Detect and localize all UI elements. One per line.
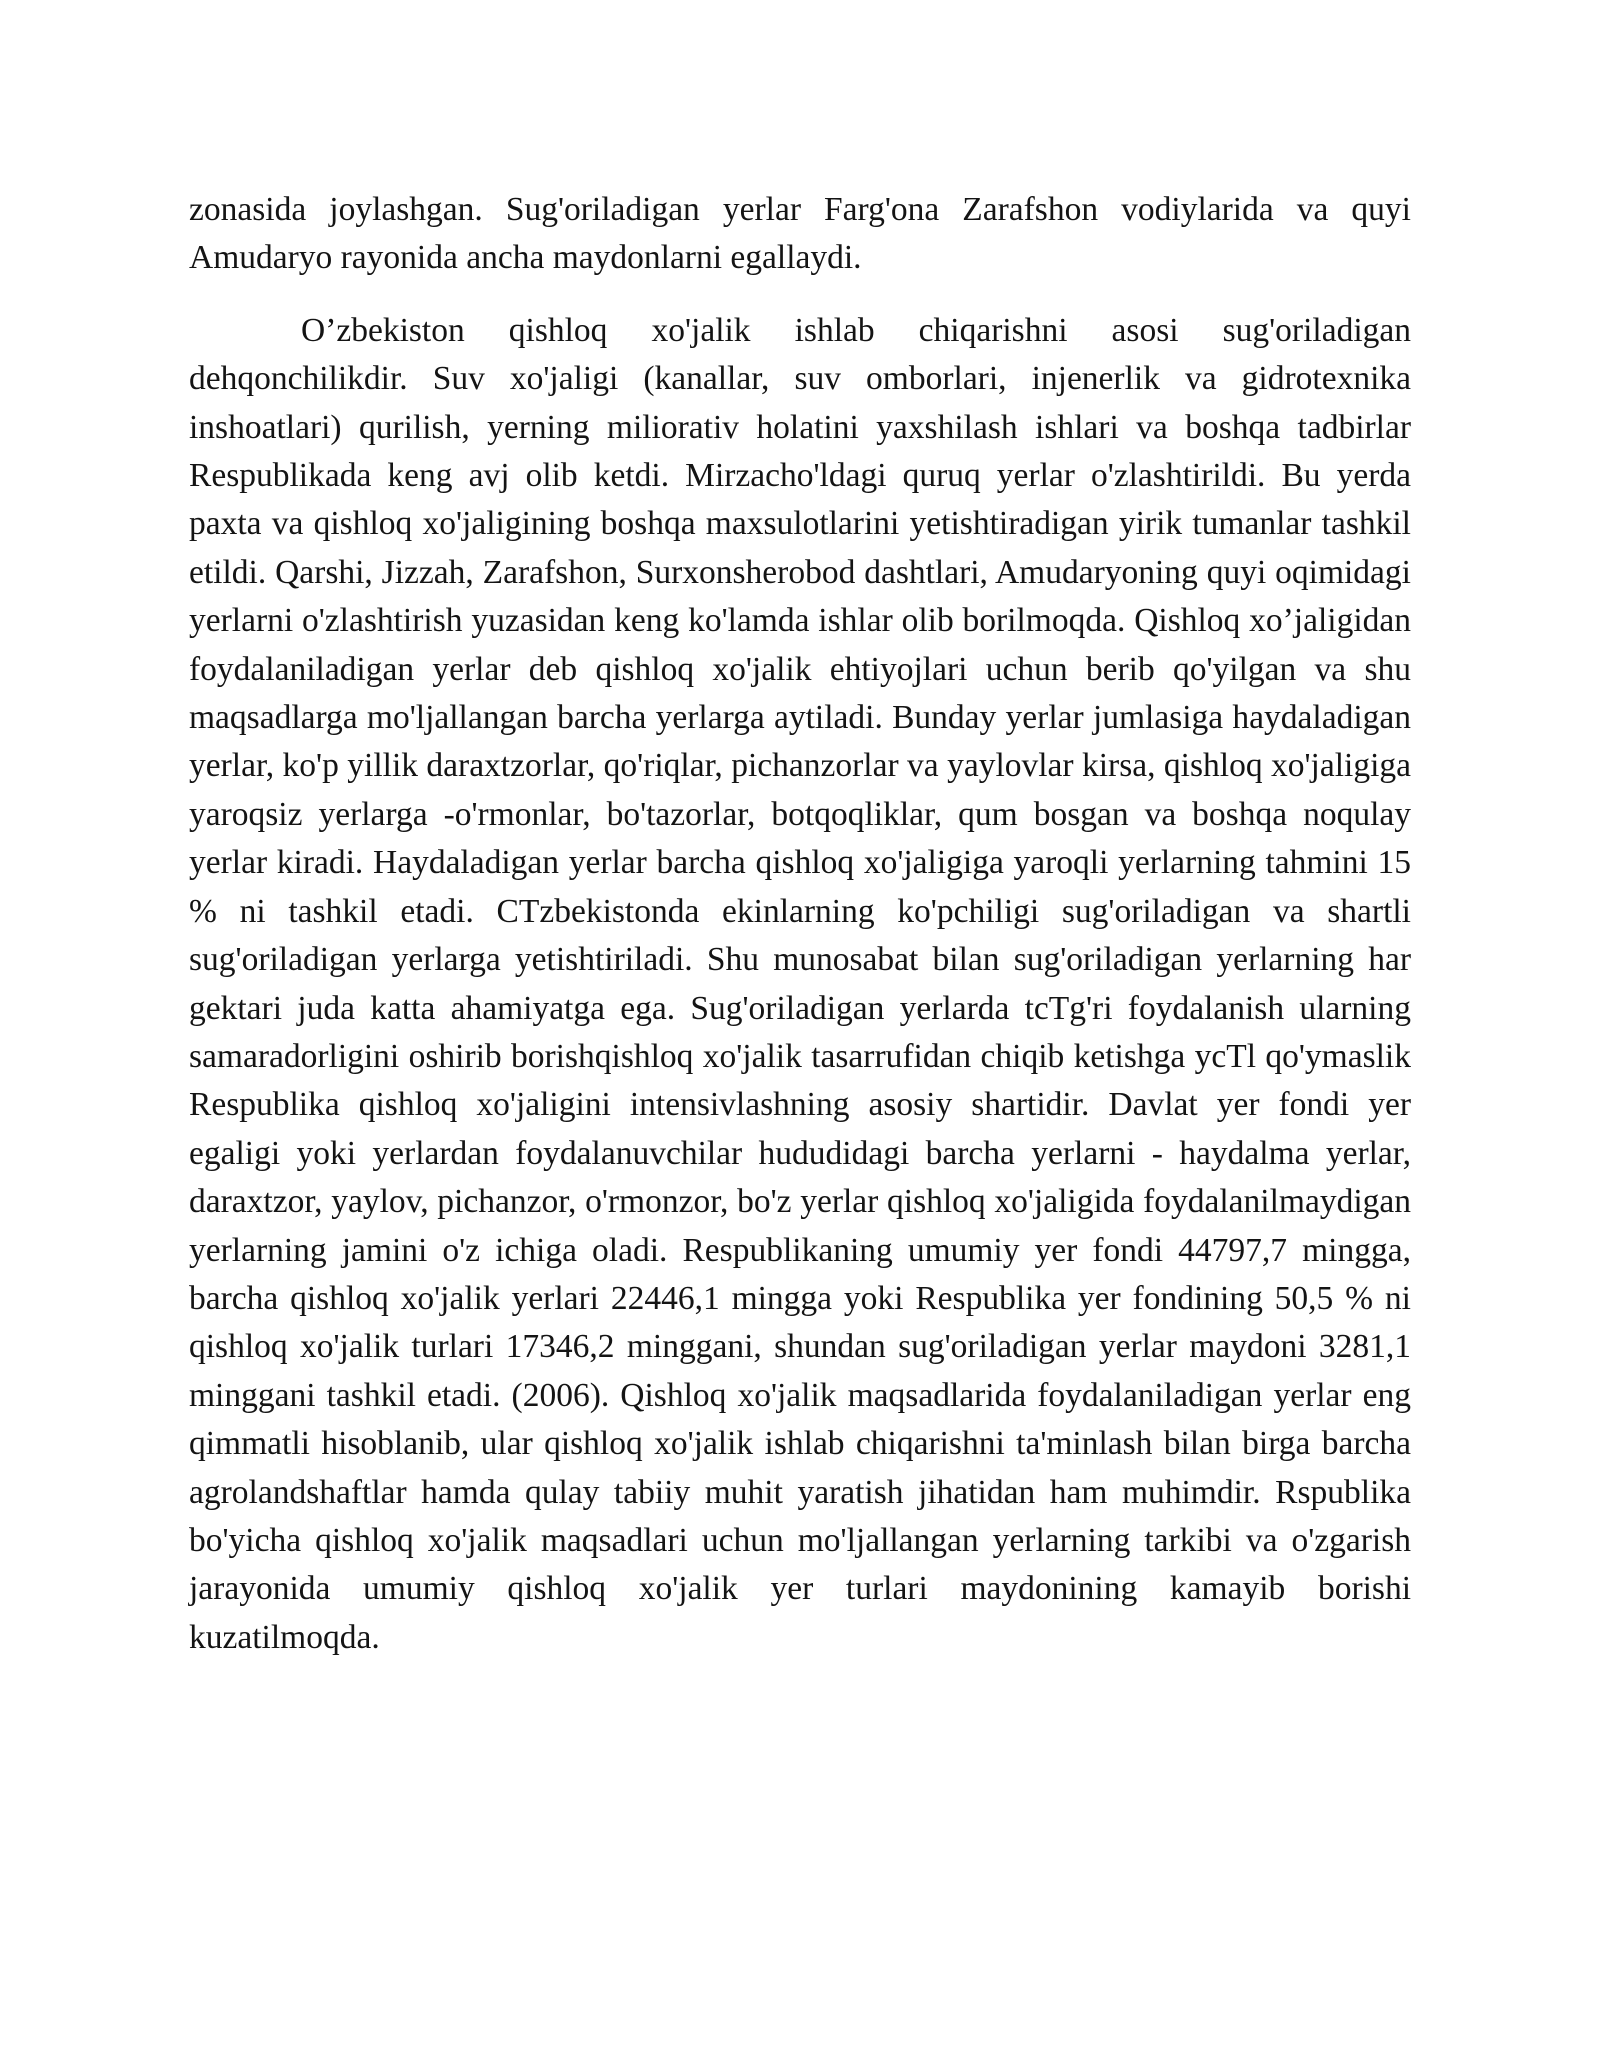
paragraph-continuation: zonasida joylashgan. Sug'oriladigan yerlar Farg'ona Zarafshon vodiylarida va quyi Amudaryo rayonida ancha maydonlarni egallaydi.	[189, 191, 1411, 277]
document-page	[189, 186, 1411, 1662]
paragraph-main: O’zbekiston qishloq xo'jalik ishlab chiqarishni asosi sug'oriladigan dehqonchilikdir. Suv xo'jaligi (kanallar, suv omborlari, injenerlik va gidrotexnika inshoatlari) qurilish, yerning miliorativ holatini yaxshilash ishlari va boshqa tadbirlar Respublikada keng avj olib ketdi. Mirzacho'ldagi quruq yerlar o'zlashtirildi. Bu yerda paxta va qishloq xo'jaligining boshqa maxsulotlarini yetishtiradigan yirik tumanlar tashkil etildi. Qarshi, Jizzah, Zarafshon, Surxonsherobod dashtlari, Amudaryoning quyi oqimidagi yerlarni o'zlashtirish yuzasidan keng ko'lamda ishlar olib borilmoqda. Qishloq xo’jaligidan foydalaniladigan yerlar deb qishloq xo'jalik ehtiyojlari uchun berib qo'yilgan va shu maqsadlarga mo'ljallangan barcha yerlarga aytiladi. Bunday yerlar jumlasiga haydaladigan yerlar, ko'p yillik daraxtzorlar, qo'riqlar, pichanzorlar va yaylovlar kirsa, qishloq xo'jaligiga yaroqsiz yerlarga -o'rmonlar, bo'tazorlar, botqoqliklar, qum bosgan va boshqa noqulay yerlar kiradi. Haydaladigan yerlar barcha qishloq xo'jaligiga yaroqli yerlarning tahmini 15 % ni tashkil etadi. CTzbekistonda ekinlarning ko'pchiligi sug'oriladigan va shartli sug'oriladigan yerlarga yetishtiriladi. Shu munosabat bilan sug'oriladigan yerlarning har gektari juda katta ahamiyatga ega. Sug'oriladigan yerlarda tcTg'ri foydalanish ularning samaradorligini oshirib borishqishloq xo'jalik tasarrufidan chiqib ketishga ycTl qo'ymaslik Respublika qishloq xo'jaligini intensivlashning asosiy shartidir. Davlat yer fondi yer egaligi yoki yerlardan foydalanuvchilar hududidagi barcha yerlarni - haydalma yerlar, daraxtzor, yaylov, pichanzor, o'rmonzor, bo'z yerlar qishloq xo'jaligida foydalanilmaydigan yerlarning jamini o'z ichiga oladi. Respublikaning umumiy yer fondi 44797,7 mingga, barcha qishloq xo'jalik yerlari 22446,1 mingga yoki Respublika yer fondining 50,5 % ni qishloq xo'jalik turlari 17346,2 minggani, shundan sug'oriladigan yerlar maydoni 3281,1 minggani tashkil etadi. (2006). Qishloq xo'jalik maqsadlarida foydalaniladigan yerlar eng qimmatli hisoblanib, ular qishloq xo'jalik ishlab chiqarishni ta'minlash bilan birga barcha agrolandshaftlar hamda qulay tabiiy muhit yaratish jihatidan ham muhimdir. Rspublika bo'yicha qishloq xo'jalik maqsadlari uchun mo'ljallangan yerlarning tarkibi va o'zgarish jarayonida umumiy qishloq xo'jalik yer turlari maydonining kamayib borishi kuzatilmoqda.	[189, 311, 1411, 1656]
